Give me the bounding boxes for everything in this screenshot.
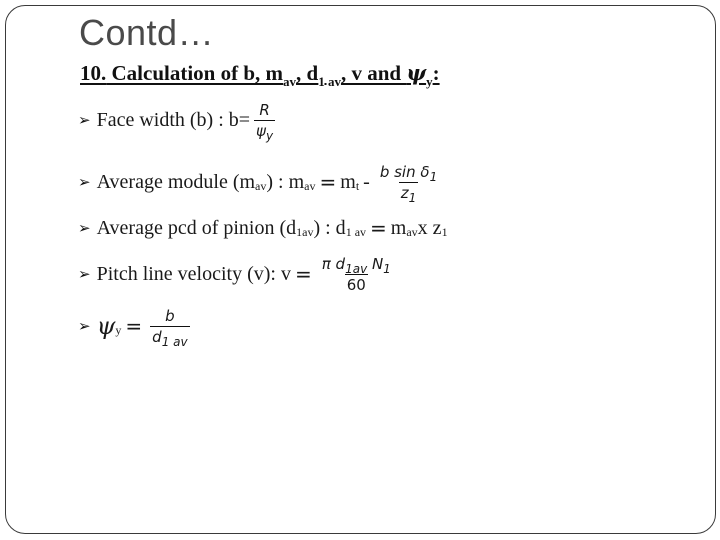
frac-den-sub: 1 xyxy=(408,190,417,205)
equals-sign: = xyxy=(125,314,143,338)
sub-av: av xyxy=(255,178,267,193)
equals-sign: = xyxy=(294,262,312,286)
fraction-r-over-psi xyxy=(254,100,275,143)
sub-1: 1 xyxy=(441,224,448,239)
tail-x-z: x z xyxy=(417,216,442,239)
bullet-label-pre: Average module (m xyxy=(96,170,256,193)
heading-sub-1av: 1 av xyxy=(318,74,341,89)
arrow-bullet-icon: ➢ xyxy=(78,318,91,335)
heading-sep2: , v and xyxy=(340,61,407,85)
bullet-label-mid: ) : d xyxy=(313,216,346,239)
sub-av2: av xyxy=(304,178,316,193)
bullet-face-width xyxy=(78,100,279,143)
heading-psi: ψ xyxy=(406,60,427,85)
bullet-label: Pitch line velocity (v): v xyxy=(96,262,291,285)
frac-denominator: 60 xyxy=(346,275,366,294)
bullet-label-pre: Average pcd of pinion (d xyxy=(96,216,297,239)
heading-text xyxy=(80,60,440,89)
heading-colon: : xyxy=(432,61,440,85)
heading-sub-y: y xyxy=(426,74,433,89)
frac-numerator xyxy=(320,255,393,274)
section-heading xyxy=(80,60,440,89)
frac-num-n: N xyxy=(367,254,384,273)
frac-denominator xyxy=(150,326,189,349)
frac-numerator xyxy=(378,163,439,182)
rhs-m: m xyxy=(340,170,356,193)
equals-sign: = xyxy=(319,170,337,194)
sub-t: t xyxy=(355,178,360,193)
frac-den-psi: ψ xyxy=(256,121,266,140)
frac-numerator: b xyxy=(165,306,175,325)
frac-num-sub: 1 xyxy=(429,169,438,184)
equals-sign: = xyxy=(370,216,387,240)
heading-main: Calculation of b, m xyxy=(111,61,284,85)
sub-y: y xyxy=(115,322,122,337)
frac-den-text: d xyxy=(152,327,162,346)
fraction-b-over-d xyxy=(150,306,189,349)
fraction-bsin-over-z xyxy=(378,162,439,205)
frac-num-sub: 1av xyxy=(345,261,368,276)
frac-num-text: π d xyxy=(321,254,346,273)
bullet-average-pcd xyxy=(78,208,448,248)
bullet-psi-y xyxy=(78,306,194,349)
slide-title: Contd… xyxy=(79,12,215,53)
arrow-bullet-icon: ➢ xyxy=(78,174,91,191)
frac-num-n-sub: 1 xyxy=(383,261,391,276)
psi-symbol: ψ xyxy=(96,312,116,340)
heading-sep1: , d xyxy=(296,61,319,85)
bullet-pitch-line-velocity xyxy=(78,254,397,294)
frac-numerator: R xyxy=(259,100,270,119)
rhs-m: m xyxy=(390,216,407,239)
heading-sub-av: av xyxy=(283,74,297,89)
bullet-label: Face width (b) : b= xyxy=(96,108,251,131)
sub-av: av xyxy=(406,224,418,239)
minus-sign: - xyxy=(363,170,370,193)
frac-denominator xyxy=(254,120,275,143)
sub-1av2: 1 av xyxy=(345,224,367,239)
bullet-average-module xyxy=(78,162,443,205)
frac-den-sub: 1 av xyxy=(161,334,188,349)
arrow-bullet-icon: ➢ xyxy=(78,220,91,237)
bullet-label-mid: ) : m xyxy=(266,170,305,193)
frac-den-text: z xyxy=(400,183,409,202)
frac-den-sub: y xyxy=(265,128,274,143)
frac-denominator xyxy=(399,182,419,205)
sub-1av: 1av xyxy=(296,224,314,239)
arrow-bullet-icon: ➢ xyxy=(78,112,91,129)
frac-num-text: b sin δ xyxy=(379,162,430,181)
heading-number: 10. xyxy=(80,61,107,85)
fraction-pidn-over-60 xyxy=(320,255,393,294)
arrow-bullet-icon: ➢ xyxy=(78,266,91,283)
